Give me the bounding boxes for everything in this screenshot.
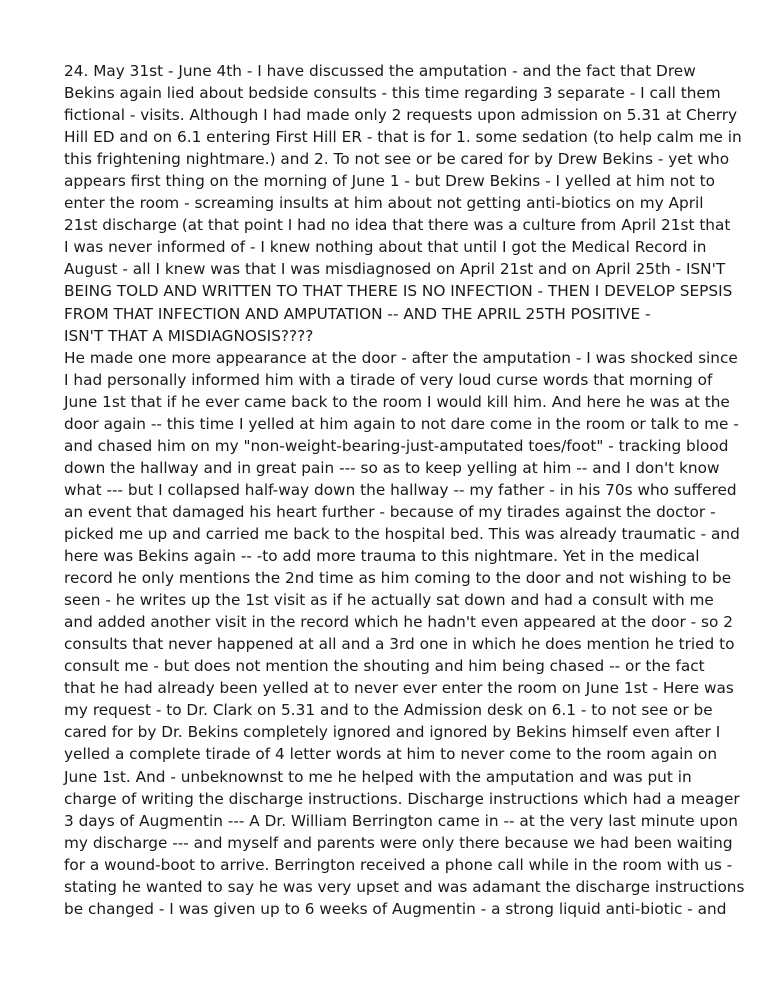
text-line: 3 days of Augmentin --- A Dr. William Berrington came in -- at the very last minute upon: [64, 811, 738, 830]
text-line: record he only mentions the 2nd time as him coming to the door and not wishing to be: [64, 569, 732, 588]
text-line: I was never informed of - I knew nothing about that until I got the Medical Record in: [64, 238, 707, 257]
text-line: be changed - I was given up to 6 weeks of Augmentin - a strong liquid anti-biotic - and: [64, 899, 727, 918]
text-line: ISN'T THAT A MISDIAGNOSIS????: [64, 326, 314, 345]
text-line: and added another visit in the record which he hadn't even appeared at the door - so 2: [64, 613, 733, 632]
text-line: for a wound-boot to arrive. Berrington received a phone call while in the room with us -: [64, 855, 733, 874]
text-line: enter the room - screaming insults at him about not getting anti-biotics on my April: [64, 194, 704, 213]
text-line: my discharge --- and myself and parents were only there because we had been waiting: [64, 833, 733, 852]
text-line: consult me - but does not mention the shouting and him being chased -- or the fact: [64, 657, 705, 676]
text-line: BEING TOLD AND WRITTEN TO THAT THERE IS NO INFECTION - THEN I DEVELOP SEPSIS: [64, 282, 733, 301]
text-line: Bekins again lied about bedside consults - this time regarding 3 separate - I call them: [64, 84, 721, 103]
text-line: that he had already been yelled at to never ever enter the room on June 1st - Here was: [64, 679, 734, 698]
text-line: here was Bekins again -- -to add more trauma to this nightmare. Yet in the medical: [64, 547, 700, 566]
text-line: an event that damaged his heart further - because of my tirades against the doctor -: [64, 502, 716, 521]
document-text: [64, 60, 744, 920]
text-line: August - all I knew was that I was misdiagnosed on April 21st and on April 25th - ISN'T: [64, 260, 726, 279]
text-line: appears first thing on the morning of June 1 - but Drew Bekins - I yelled at him not to: [64, 172, 716, 191]
text-line: I had personally informed him with a tirade of very loud curse words that morning of: [64, 370, 713, 389]
text-line: He made one more appearance at the door - after the amputation - I was shocked since: [64, 348, 738, 367]
text-line: stating he wanted to say he was very upset and was adamant the discharge instructions: [64, 877, 745, 896]
text-line: this frightening nightmare.) and 2. To not see or be cared for by Drew Bekins - yet who: [64, 150, 730, 169]
text-line: cared for by Dr. Bekins completely ignored and ignored by Bekins himself even after I: [64, 723, 721, 742]
text-line: fictional - visits. Although I had made only 2 requests upon admission on 5.31 at Cherry: [64, 106, 738, 125]
text-line: Hill ED and on 6.1 entering First Hill ER - that is for 1. some sedation (to help calm me in: [64, 128, 742, 147]
text-line: and chased him on my "non-weight-bearing-just-amputated toes/foot" - tracking blood: [64, 436, 729, 455]
text-line: charge of writing the discharge instructions. Discharge instructions which had a meager: [64, 789, 740, 808]
text-line: June 1st. And - unbeknownst to me he helped with the amputation and was put in: [64, 767, 692, 786]
text-line: my request - to Dr. Clark on 5.31 and to the Admission desk on 6.1 - to not see or be: [64, 701, 713, 720]
text-line: consults that never happened at all and a 3rd one in which he does mention he tried to: [64, 635, 735, 654]
text-line: 24. May 31st - June 4th - I have discussed the amputation - and the fact that Drew: [64, 62, 696, 80]
text-line: door again -- this time I yelled at him again to not dare come in the room or talk to me -: [64, 414, 739, 433]
text-line: yelled a complete tirade of 4 letter words at him to never come to the room again on: [64, 745, 718, 764]
text-line: picked me up and carried me back to the hospital bed. This was already traumatic - and: [64, 524, 740, 543]
text-line: seen - he writes up the 1st visit as if he actually sat down and had a consult with me: [64, 591, 714, 610]
text-line: FROM THAT INFECTION AND AMPUTATION -- AND THE APRIL 25TH POSITIVE -: [64, 304, 651, 323]
text-line: June 1st that if he ever came back to the room I would kill him. And here he was at the: [64, 392, 730, 411]
text-line: what --- but I collapsed half-way down the hallway -- my father - in his 70s who suffered: [64, 480, 737, 499]
text-line: 21st discharge (at that point I had no idea that there was a culture from April 21st that: [64, 216, 731, 235]
text-line: down the hallway and in great pain --- so as to keep yelling at him -- and I don't know: [64, 458, 720, 477]
